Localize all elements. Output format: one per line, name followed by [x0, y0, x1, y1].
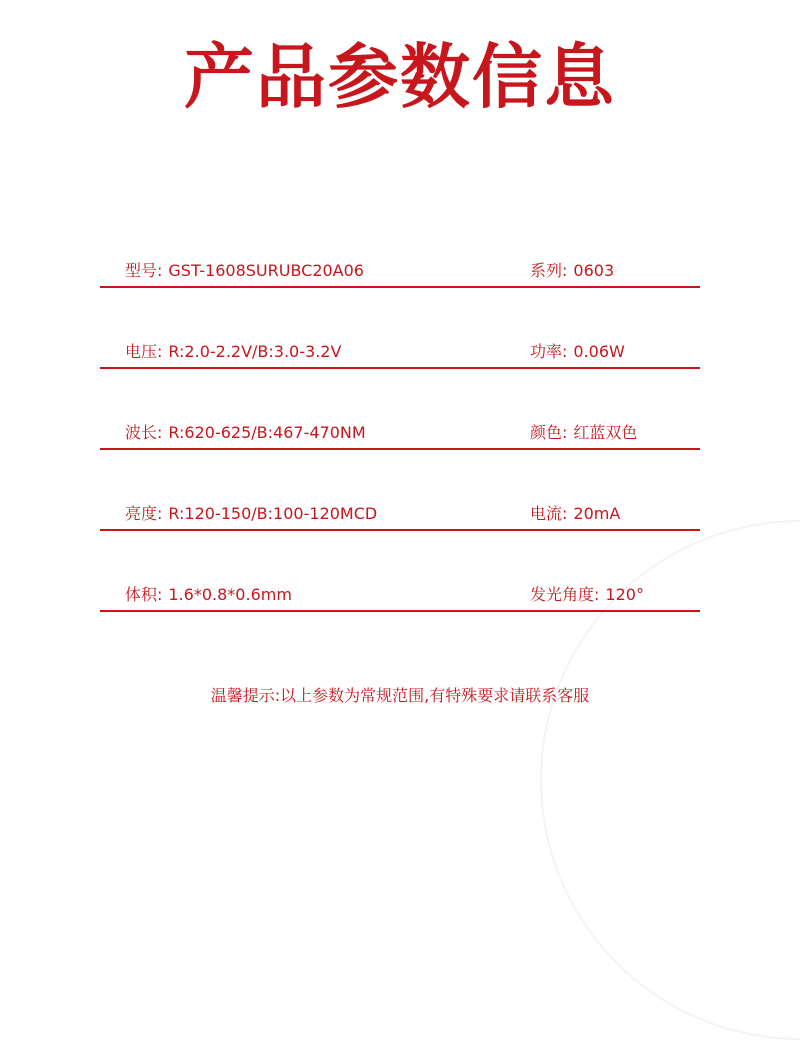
row-divider — [100, 529, 700, 531]
spec-row-voltage — [100, 331, 700, 412]
spec-label: 系列: — [530, 261, 568, 280]
page-title: 产品参数信息 — [184, 36, 616, 118]
spec-label: 体积: — [125, 585, 163, 604]
spec-value: 0.06W — [573, 342, 625, 361]
spec-cell-current — [530, 504, 620, 524]
spec-cell-brightness — [125, 504, 377, 524]
spec-label: 型号: — [125, 261, 163, 280]
row-divider — [100, 448, 700, 450]
spec-label: 电压: — [125, 342, 163, 361]
spec-row-wavelength — [100, 412, 700, 493]
row-divider — [100, 610, 700, 612]
spec-row-size — [100, 574, 700, 655]
spec-value: 20mA — [573, 504, 621, 523]
spec-cell-angle — [530, 585, 644, 605]
spec-cell-series — [530, 261, 614, 281]
spec-label: 功率: — [530, 342, 568, 361]
spec-table — [100, 250, 700, 655]
spec-row-model — [100, 250, 700, 331]
row-divider — [100, 367, 700, 369]
spec-value: 红蓝双色 — [573, 423, 638, 442]
spec-cell-voltage — [125, 342, 341, 362]
spec-cell-size — [125, 585, 292, 605]
spec-cell-model — [125, 261, 364, 281]
row-divider — [100, 286, 700, 288]
spec-label: 亮度: — [125, 504, 163, 523]
spec-value: 0603 — [573, 261, 615, 280]
spec-cell-color — [530, 423, 637, 443]
spec-label: 颜色: — [530, 423, 568, 442]
spec-cell-wavelength — [125, 423, 366, 443]
spec-label: 电流: — [530, 504, 568, 523]
spec-value: GST-1608SURUBC20A06 — [168, 261, 364, 280]
spec-value: R:120-150/B:100-120MCD — [168, 504, 378, 523]
spec-row-brightness — [100, 493, 700, 574]
spec-value: R:2.0-2.2V/B:3.0-3.2V — [168, 342, 342, 361]
spec-value: 1.6*0.8*0.6mm — [168, 585, 292, 604]
spec-value: R:620-625/B:467-470NM — [168, 423, 366, 442]
spec-cell-power — [530, 342, 625, 362]
spec-value: 120° — [605, 585, 644, 604]
spec-label: 波长: — [125, 423, 163, 442]
spec-label: 发光角度: — [530, 585, 600, 604]
footer-note: 温馨提示:以上参数为常规范围,有特殊要求请联系客服 — [210, 686, 590, 705]
